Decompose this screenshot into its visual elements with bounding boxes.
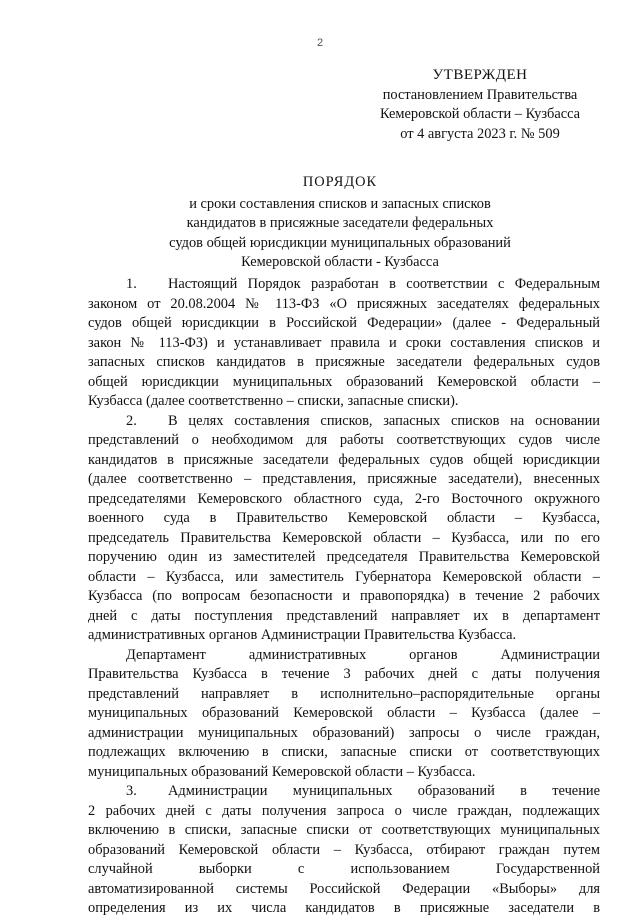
page-number: 2 <box>316 37 324 49</box>
paragraph-number: 2. <box>126 412 137 429</box>
paragraph-line: кандидатов в присяжные заседатели федеральных судов общей юрисдикции <box>88 451 600 468</box>
paragraph-line: законом от 20.08.2004 № 113-ФЗ «О присяжных заседателях федеральных <box>88 295 600 312</box>
paragraph-line: администрации муниципальных образований) запросы о числе граждан, <box>88 724 600 741</box>
paragraph-line: судов общей юрисдикции в Российской Федерации» (далее - Федеральный <box>88 315 600 331</box>
paragraph-line <box>88 275 600 295</box>
paragraph-line: Кузбасса (по вопросам безопасности и правопорядка) в течение 2 рабочих <box>88 588 600 604</box>
paragraph-text: Настоящий Порядок разработан в соответствии с Федеральным <box>168 276 600 292</box>
paragraph-text: В целях составления списков, запасных списков на основании <box>168 412 600 429</box>
paragraph-number: 3. <box>126 783 137 799</box>
title-line: судов общей юрисдикции муниципальных образований <box>169 234 511 251</box>
paragraph-line <box>88 782 600 802</box>
paragraph-line: административных органов Администрации Правительства Кузбасса. <box>88 627 517 643</box>
paragraph-line <box>88 412 600 432</box>
paragraph-line: общей юрисдикции муниципальных образований Кемеровской области – <box>88 373 600 390</box>
paragraph-line: Департамент административных органов Администрации <box>126 646 600 663</box>
approval-heading: УТВЕРЖДЕН <box>432 67 528 83</box>
paragraph-line: 2 рабочих дней с даты получения запроса о числе граждан, подлежащих <box>88 802 600 819</box>
paragraph-text: Администрации муниципальных образований в течение <box>168 783 600 799</box>
paragraph-number: 1. <box>126 276 137 292</box>
paragraph-line: (далее соответственно – представления, присяжные заседатели), внесенных <box>88 471 600 487</box>
paragraph-line: подлежащих включению в списки, запасные списки от соответствующих <box>88 744 600 760</box>
approval-stamp <box>360 66 600 144</box>
paragraph-line: включению в списки, запасные списки от соответствующих муниципальных <box>88 822 600 838</box>
paragraph-line: муниципальных образований Кемеровской области – Кузбасса. <box>88 763 476 780</box>
title-heading: ПОРЯДОК <box>302 174 378 190</box>
title-line: Кемеровской области - Кузбасса <box>241 254 439 270</box>
paragraph-line: запасных списков кандидатов в присяжные заседатели федеральных судов <box>88 354 600 370</box>
document-body <box>88 275 600 919</box>
paragraph-line: Кузбасса (далее соответственно – списки, запасные списки). <box>88 393 459 409</box>
paragraph-line: Правительства Кузбасса в течение 3 рабочих дней с даты получения <box>88 666 600 682</box>
paragraph-line: представлений о необходимом для работы соответствующих судов числе <box>88 432 600 448</box>
approval-line: Кемеровской области – Кузбасса <box>379 106 581 122</box>
paragraph-line: представлений направляет в исполнительно–распорядительные органы <box>88 685 600 702</box>
paragraph-line: области – Кузбасса, или заместитель Губернатора Кемеровской области – <box>88 568 600 585</box>
paragraph-line: случайной выборки с использованием Государственной <box>88 861 600 877</box>
title-line: и сроки составления списков и запасных списков <box>189 195 491 212</box>
paragraph-line: дней с даты поступления представлений направляет их в департамент <box>88 607 600 624</box>
title-line: кандидатов в присяжные заседатели федеральных <box>186 215 494 231</box>
document-title <box>80 173 600 273</box>
paragraph-line: председателями Кемеровского областного суда, 2-го Восточного окружного <box>88 490 600 507</box>
approval-date: от 4 августа 2023 г. № 509 <box>400 125 560 142</box>
paragraph-line: закон № 113-ФЗ) и устанавливает правила и сроки составления списков и <box>88 334 600 351</box>
paragraph-line: муниципальных образований Кемеровской области – Кузбасса (далее – <box>88 705 600 721</box>
paragraph-line: определения из их числа кандидатов в присяжные заседатели в <box>88 900 600 916</box>
paragraph-line: председатель Правительства Кемеровской области – Кузбасса, или по его <box>88 529 600 546</box>
paragraph-line: военного суда в Правительство Кемеровской области – Кузбасса, <box>88 510 600 526</box>
paragraph-line: автоматизированной системы Российской Федерации «Выборы» для <box>88 880 600 897</box>
paragraph-line: образований Кемеровской области – Кузбасса, отбирают граждан путем <box>88 841 600 858</box>
approval-line: постановлением Правительства <box>382 86 578 103</box>
paragraph-line: поручению один из заместителей председателя Правительства Кемеровской <box>88 549 600 565</box>
